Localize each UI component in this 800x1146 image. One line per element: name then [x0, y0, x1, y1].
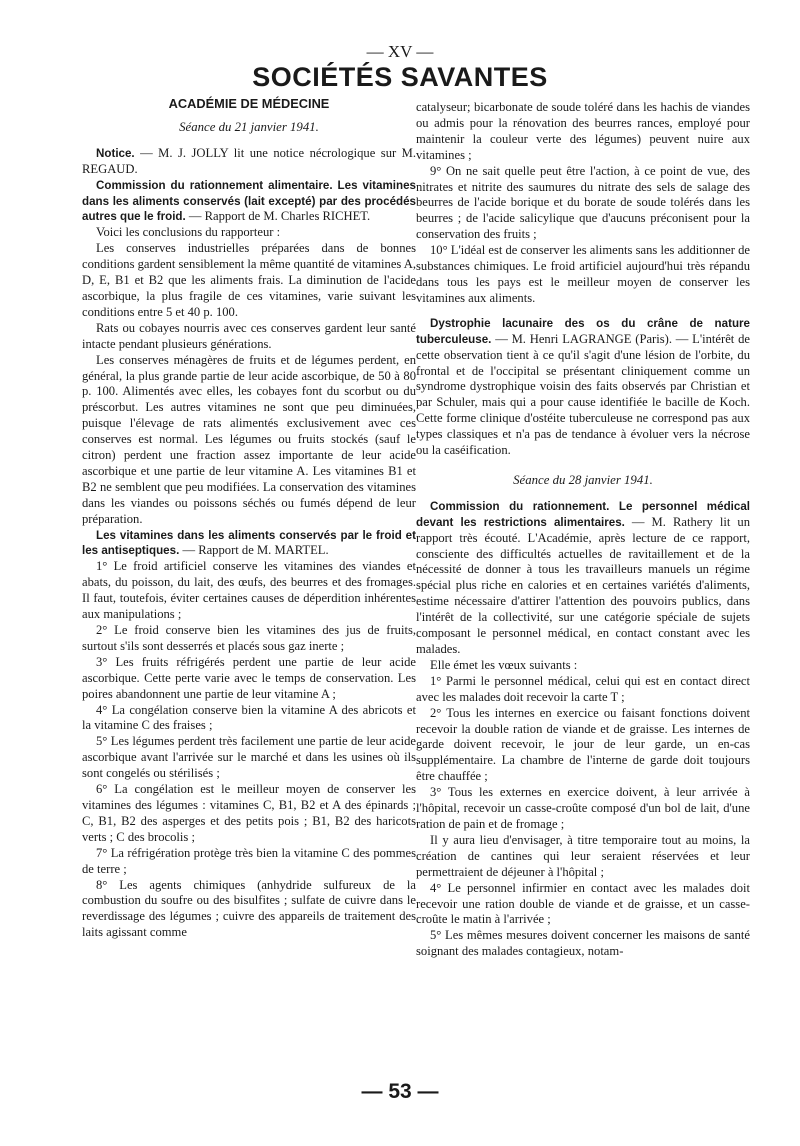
paragraph: 10° L'idéal est de conserver les aliments sans les additionner de substances chimiques. Le froid artificiel aujourd'hui très répandu dans tous les pays est le meilleur moyen de conserver les vitamines aux aliments. [416, 243, 750, 305]
paragraph: Voici les conclusions du rapporteur : [96, 225, 281, 240]
paragraph [416, 316, 750, 459]
page-title: SOCIÉTÉS SAVANTES [252, 62, 548, 92]
paragraph-heading: Notice. [96, 146, 135, 160]
paragraph: 1° Le froid artificiel conserve les vitamines des viandes et abats, du poisson, du lait, des œufs, des beurres et des fromages. Il faut, toutefois, éviter certaines causes de déperdition inhérentes aux manipulations ; [82, 559, 416, 622]
paragraph-text: — Rapport de M. Charles RICHET. [185, 209, 371, 224]
paragraph: 1° Parmi le personnel médical, celui qui est en contact direct avec les malades doit recevoir la carte T ; [416, 673, 750, 704]
paragraph-heading: Dystrophie lacunaire des os du crâne de nature tuberculeuse. [416, 316, 750, 346]
paragraph: 4° Le personnel infirmier en contact avec les malades doit recevoir une ration double de viande et de graisse, et un casse-croûte le matin à l'arrivée ; [416, 880, 750, 927]
paragraph: Les conserves ménagères de fruits et de légumes perdent, en général, la plus grande partie de leur acide ascorbique, de 50 à 80 p. 100. Alimentés avec elles, les cobayes font du scorbut ou du préscorbut. Les autres vitamines ne sont que peu diminuées, puisque l'élevage de rats alimentés exclusivement avec ces conserves est normal. Les légumes ou fruits stockés (sauf le citron) perdent une fraction assez importante de leur acide ascorbique et une partie de leur vitamine A. Les vitamines B1 et B2 ne semblent que peu modifiées. La conservation des vitamines dans les viandes ou poissons séchés ou fumés dépend de leur préparation. [82, 352, 416, 526]
paragraph: 5° Les mêmes mesures doivent concerner les maisons de santé soignant des malades contagieux, notam- [416, 928, 750, 959]
paragraph: 5° Les légumes perdent très facilement une partie de leur acide ascorbique avant l'arrivée sur le marché et dans les usines où ils sont congelés ou stérilisés ; [82, 734, 416, 781]
paragraph-heading: Commission du rationnement alimentaire. Les vitamines dans les aliments conservés (lait excepté) par des procédés autres que le froid. [82, 178, 416, 224]
paragraph: Les conserves industrielles préparées dans de bonnes conditions gardent sensiblement la même quantité de vitamines A, D, E, B1 et B2 que les aliments frais. La diminution de l'acide ascorbique, la plus fragile de ces vitamines, varie suivant les conditions entre 5 et 40 p. 100. [82, 241, 417, 319]
page-number: — 53 — [361, 1080, 439, 1103]
paragraph: 9° On ne sait quelle peut être l'action, à ce point de vue, des nitrates et nitrite des saumures du nitrate des sels de salage des beurres de l'acide borique et du borate de soude tolérés dans les beurres ; de l'acide salicylique que d'aucuns préconisent pour la conservation des fruits ; [416, 163, 750, 242]
paragraph-text: — M. J. JOLLY lit une notice nécrologique sur M. REGAUD. [82, 145, 416, 176]
paragraph: 4° La congélation conserve bien la vitamine A des abricots et la vitamine C des fraises ; [82, 702, 416, 733]
paragraph: 2° Le froid conserve bien les vitamines des jus de fruits, surtout s'ils sont desserrés et placés sous gaz inerte ; [82, 623, 416, 653]
paragraph: 3° Les fruits réfrigérés perdent une partie de leur acide ascorbique. Cette perte varie avec le temps de conservation. Les poires abandonnent une partie de leur vitamine A ; [82, 654, 416, 701]
left-column [82, 96, 416, 941]
paragraph-text: — M. Henri LAGRANGE (Paris). — L'intérêt de cette observation tient à ce qu'il s'agit d'une lésion de l'orbite, du frontal et de l'occipital se présentant cliniquement comme un syndrome dystrophique voisin des faits observés par Christian et par Schuler, mais qui a pour cause identifiée le bacille de Koch. Cette forme clinique d'ostéite tuberculeuse ne correspond pas aux types classiques et n'a pas de tendance à évoluer vers la nécrose ou la caséification. [416, 331, 750, 458]
paragraph-heading: Les vitamines dans les aliments conservés par le froid et les antiseptiques. [82, 528, 416, 558]
paragraph [82, 178, 416, 226]
paragraph: 3° Tous les externes en exercice doivent, à leur arrivée à l'hôpital, recevoir un casse-croûte composé d'un bol de lait, d'une ration de pain et de fromage ; [416, 785, 750, 831]
section-heading: ACADÉMIE DE MÉDECINE [168, 96, 330, 111]
paragraph-text: — Rapport de M. MARTEL. [179, 543, 329, 558]
paragraph [82, 146, 416, 178]
paragraph: 6° La congélation est le meilleur moyen de conserver les vitamines des légumes : vitamines C, B1, B2 et A des épinards ; C, B1, B2 des asperges et des petits pois ; B1, B2 des haricots verts ; C des brocolis ; [82, 782, 416, 844]
paragraph: catalyseur; bicarbonate de soude toléré dans les hachis de viandes ou admis pour la rénovation des beurres rances, employé pour maintenir la couleur verte des légumes) peuvent nuire aux vitamines ; [416, 100, 750, 162]
paragraph: Il y aura lieu d'envisager, à titre temporaire tout au moins, la création de cantines qui leur seraient réservées et leur permettraient de déjeuner à l'hôpital ; [416, 832, 750, 879]
paragraph [82, 528, 416, 560]
roman-page-number: — XV — [366, 42, 434, 61]
paragraph: Elle émet les vœux suivants : [430, 657, 578, 672]
paragraph: 2° Tous les internes en exercice ou faisant fonctions doivent recevoir la double ration de viande et de graisse. Les internes de garde doivent recevoir, le jour de leur garde, un en-cas supplémentaire. La chambre de l'interne de garde doit toujours être chauffée ; [416, 705, 750, 784]
session-date: Séance du 28 janvier 1941. [513, 472, 653, 487]
session-date: Séance du 21 janvier 1941. [179, 119, 319, 134]
paragraph: 8° Les agents chimiques (anhydride sulfureux de la combustion du soufre ou des bisulfites ; sulfate de cuivre dans le reverdissage des légumes ; cuivre des appareils de traitement des laits agissant comme [82, 877, 416, 940]
right-column [416, 100, 750, 960]
paragraph [416, 499, 750, 658]
paragraph: Rats ou cobayes nourris avec ces conserves gardent leur santé intacte pendant plusieurs générations. [82, 320, 416, 351]
paragraph-text: — M. Rathery lit un rapport très écouté. L'Académie, après lecture de ce rapport, consciente des difficultés actuelles de ravitaillement et de la nécessité de donner à tous les travailleurs manuels un régime spécial plus riche en calories et en certaines variétés d'aliments, estime nécessaire d'attirer l'attention des pouvoirs publics, dans l'intérêt de la collectivité, sur une catégorie spéciale de sujets composant le personnel médical, en contact constant avec les malades. [416, 514, 750, 656]
paragraph: 7° La réfrigération protège très bien la vitamine C des pommes de terre ; [82, 845, 416, 876]
paragraph-heading: Commission du rationnement. Le personnel médical devant les restrictions alimentaires. [416, 499, 750, 529]
